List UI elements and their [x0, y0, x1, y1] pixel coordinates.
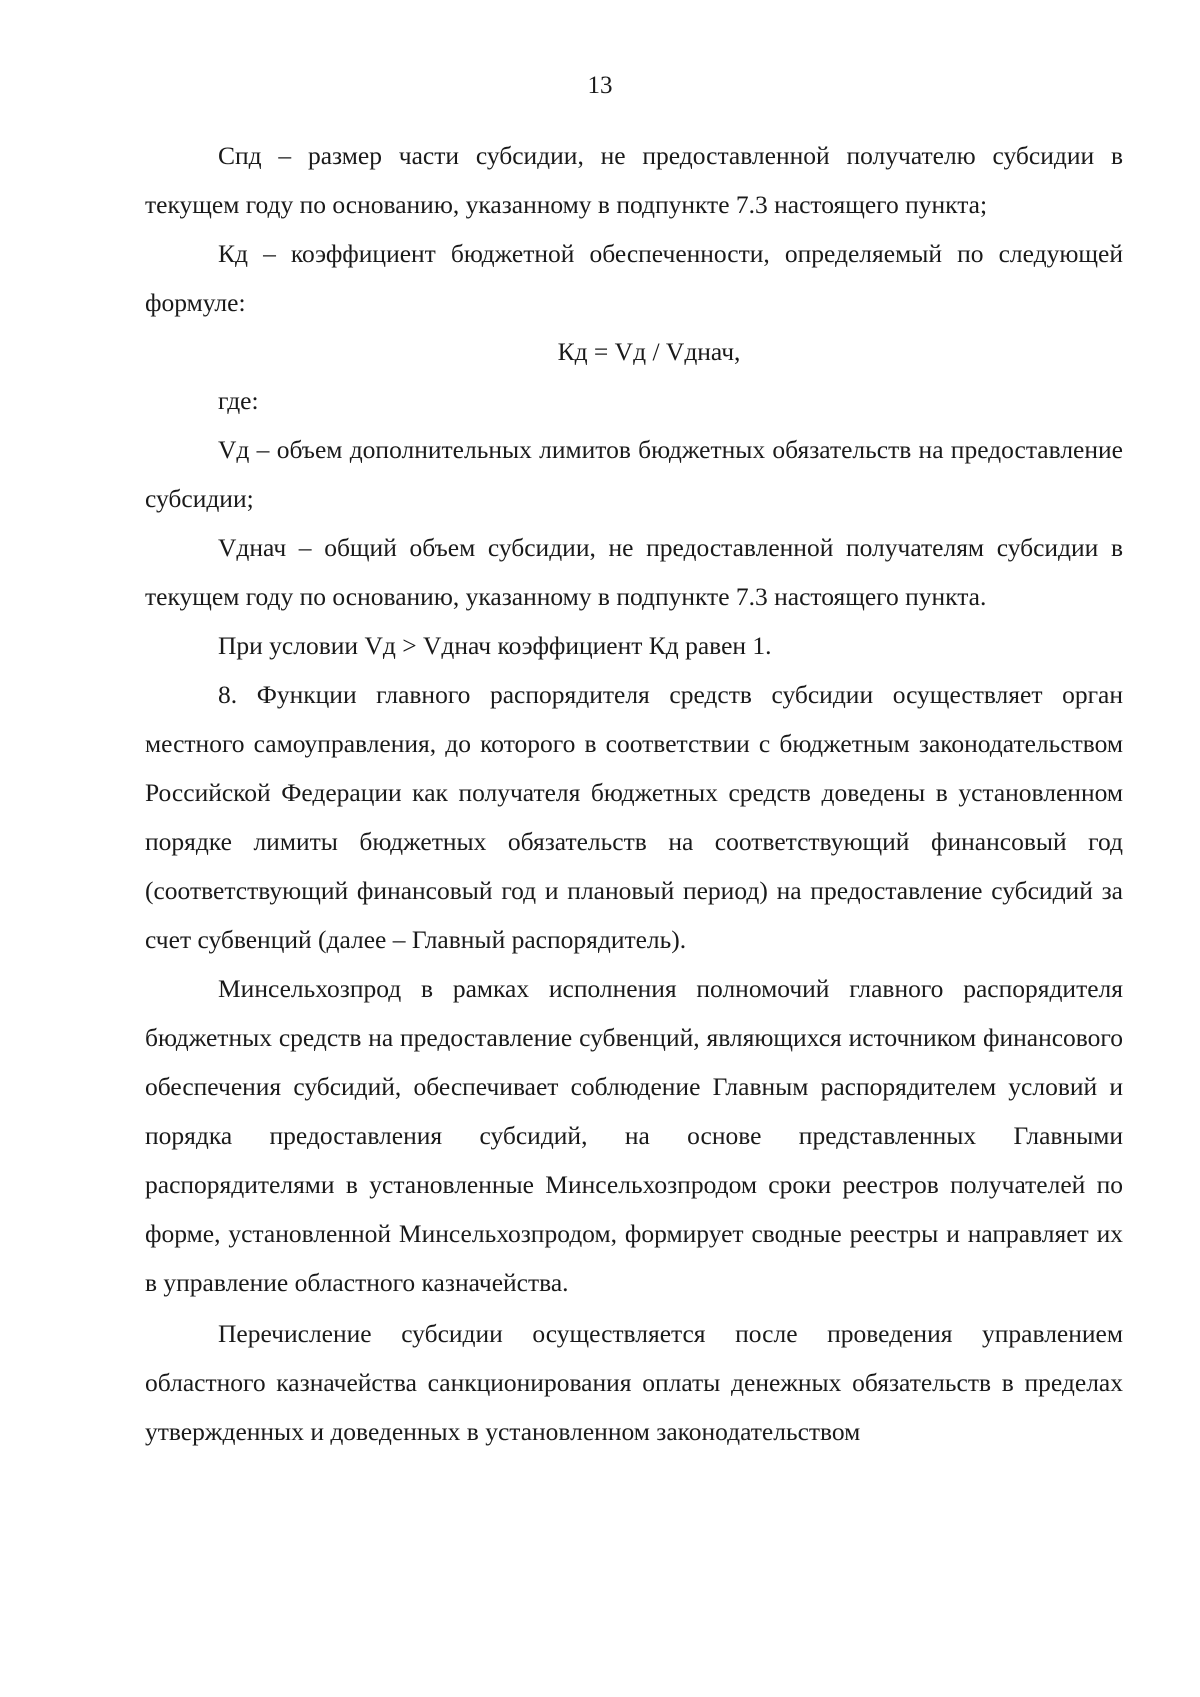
paragraph-vdnach-definition: Vднач – общий объем субсидии, не предоставленной получателям субсидии в текущем году по основанию, указанному в подпункте 7.3 настоящего пункта.	[145, 533, 1123, 611]
paragraph-item-8: 8. Функции главного распорядителя средств субсидии осуществляет орган местного самоуправления, до которого в соответствии с бюджетным законодательством Российской Федерации как получателя бюджетных средств доведены в установленном порядке лимиты бюджетных обязательств на соответствующий финансовый год (соответствующий финансовый год и плановый период) на предоставление субсидий за счет субвенций (далее – Главный распорядитель).	[145, 680, 1123, 954]
paragraph-kd-definition: Кд – коэффициент бюджетной обеспеченности, определяемый по следующей формуле:	[145, 239, 1123, 317]
paragraph-minselkhozprod: Минсельхозпрод в рамках исполнения полномочий главного распорядителя бюджетных средств на предоставление субвенций, являющихся источником финансового обеспечения субсидий, обеспечивает соблюдение Главным распорядителем условий и порядка предоставления субсидий, на основе представленных Главными распорядителями в установленные Минсельхозпродом сроки реестров получателей по форме, установленной Минсельхозпродом, формирует сводные реестры и направляет их в управление областного казначейства.	[145, 974, 1123, 1297]
document-body	[145, 131, 1123, 1456]
paragraph-transfer: Перечисление субсидии осуществляется после проведения управлением областного казначейства санкционирования оплаты денежных обязательств в пределах утвержденных и доведенных в установленном законодательством	[145, 1319, 1123, 1446]
paragraph-vd-definition: Vд – объем дополнительных лимитов бюджетных обязательств на предоставление субсидии;	[145, 435, 1123, 513]
page-number: 13	[587, 72, 613, 99]
paragraph-spd-definition: Спд – размер части субсидии, не предоставленной получателю субсидии в текущем году по основанию, указанному в подпункте 7.3 настоящего пункта;	[145, 141, 1123, 219]
paragraph-where: где:	[218, 386, 259, 415]
paragraph-condition: При условии Vд > Vднач коэффициент Кд равен 1.	[218, 631, 772, 660]
formula-kd: Кд = Vд / Vднач,	[557, 337, 741, 366]
